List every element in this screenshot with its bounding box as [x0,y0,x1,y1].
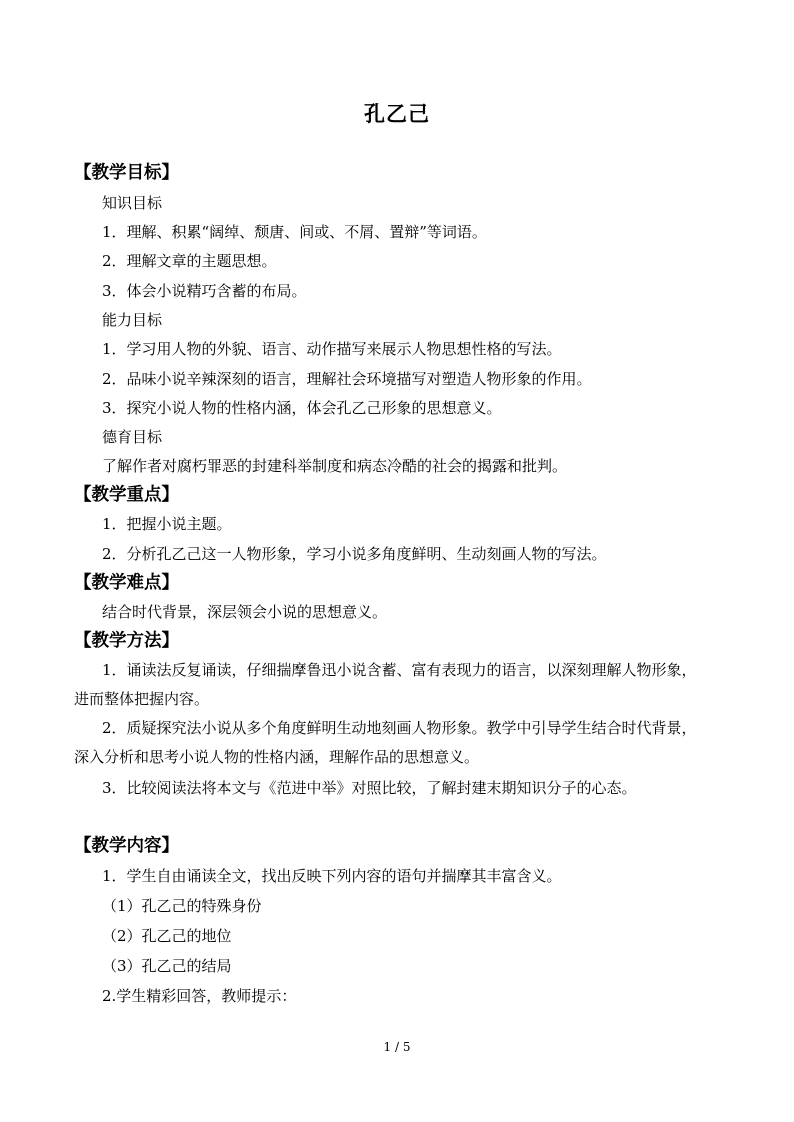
content-intro: 1．学生自由诵读全文，找出反映下列内容的语句并揣摩其丰富含义。 [102,867,562,885]
heading-content: 【教学内容】 [74,836,179,856]
content-item: （3）孔乙己的结局 [102,957,232,975]
method-text: 1．诵读法反复诵读，仔细揣摩鲁迅小说含蓄、富有表现力的语言，以深刻理解人物形象， [102,661,697,679]
document-title: 孔乙己 [364,102,430,126]
difficulty-text: 结合时代背景，深层领会小说的思想意义。 [102,603,388,621]
knowledge-goal-item: 1．理解、积累“阔绰、颓唐、间或、不屑、置辩”等词语。 [102,223,487,241]
moral-goal-text: 了解作者对腐朽罪恶的封建科举制度和病态冷酷的社会的揭露和批判。 [102,457,568,475]
ability-goal-item: 2．品味小说辛辣深刻的语言，理解社会环境描写对塑造人物形象的作用。 [102,370,592,388]
ability-goal-item: 3．探究小说人物的性格内涵，体会孔乙己形象的思想意义。 [102,399,502,417]
heading-key-points: 【教学重点】 [74,485,179,505]
moral-goals-label: 德育目标 [102,428,163,446]
ability-goal-item: 1．学习用人物的外貌、语言、动作描写来展示人物思想性格的写法。 [102,340,562,358]
key-point-item: 2．分析孔乙己这一人物形象，学习小说多角度鲜明、生动刻画人物的写法。 [102,545,607,563]
knowledge-goals-label: 知识目标 [102,194,163,212]
ability-goals-label: 能力目标 [102,311,163,329]
method-text: 2．质疑探究法小说从多个角度鲜明生动地刻画人物形象。教学中引导学生结合时代背景， [102,719,697,737]
knowledge-goal-item: 3．体会小说精巧含蓄的布局。 [102,282,307,300]
content-item: （1）孔乙己的特殊身份 [102,897,262,915]
method-text: 3．比较阅读法将本文与《范进中举》对照比较，了解封建末期知识分子的心态。 [102,779,637,797]
method-text: 进而整体把握内容。 [74,690,210,708]
content-item: （2）孔乙己的地位 [102,927,232,945]
method-text: 深入分析和思考小说人物的性格内涵，理解作品的思想意义。 [74,748,480,766]
knowledge-goal-item: 2．理解文章的主题思想。 [102,252,277,270]
heading-difficulties: 【教学难点】 [74,573,179,593]
content-closing: 2.学生精彩回答，教师提示： [102,987,297,1005]
key-point-item: 1．把握小说主题。 [102,515,232,533]
page-number: 1 / 5 [383,1040,411,1054]
heading-methods: 【教学方法】 [74,631,179,651]
heading-teaching-goals: 【教学目标】 [74,163,179,183]
